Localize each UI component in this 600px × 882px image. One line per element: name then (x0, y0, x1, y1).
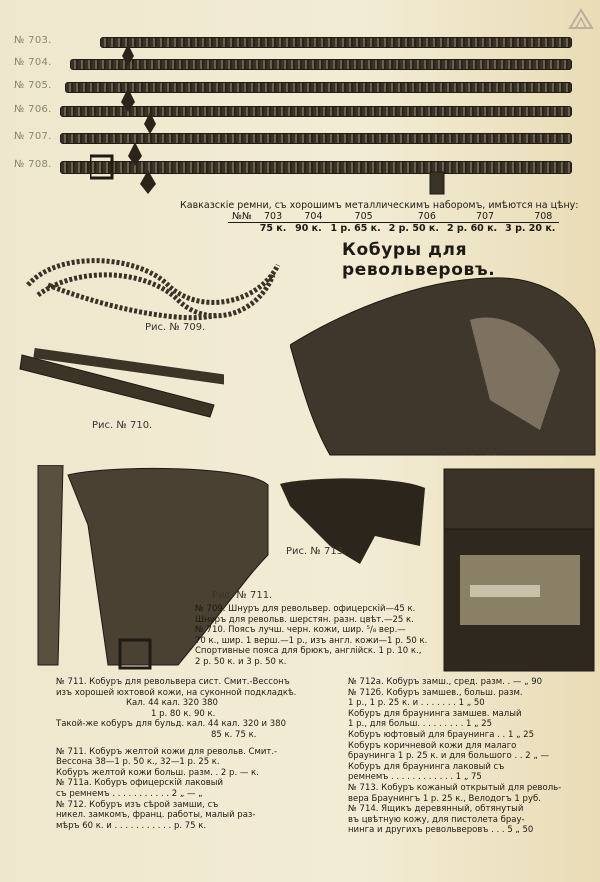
library-stamp-logo (566, 6, 596, 32)
belt-price-704: 90 к. (295, 223, 322, 234)
left-line-13: никел. замкомъ, франц. работы, малый раз- (56, 810, 256, 821)
belt-buckles-illustration (90, 30, 490, 200)
belt-price-705: 1 р. 65 к. (330, 223, 381, 234)
belt-number-707: № 707. (14, 131, 52, 142)
left-line-8: Вессона 38—1 р. 50 к., 32—1 р. 25 к. (56, 757, 220, 768)
right-price-column (348, 677, 596, 836)
belt-price-header-705: 705 (354, 211, 373, 222)
left-line-2: изъ хорошей юхтовой кожи, на суконной подкладкѣ. (56, 687, 297, 698)
right-line-15: нинга и другихъ револьверовъ . . . 5 „ 50 (348, 825, 534, 836)
left-price-column (56, 677, 336, 831)
left-line-3: Кал. 44 кал. 320 380 (126, 698, 218, 709)
belt-price-values-row (228, 223, 559, 235)
right-line-4: Кобуръ для браунинга замшев. малый (348, 708, 522, 719)
left-line-1: № 711. Кобуръ для револьвера сист. Смит.-Вессонъ (56, 677, 290, 687)
belt-number-703: № 703. (14, 35, 52, 46)
mid-line-6: 2 р. 50 к. и 3 р. 50 к. (195, 656, 287, 667)
belt-number-706: № 706. (14, 104, 52, 115)
right-line-11: № 713. Кобуръ кожаный открытый для револь- (348, 782, 562, 793)
right-line-10: ремнемъ . . . . . . . . . . . . 1 „ 75 (348, 772, 482, 783)
mid-line-2: Шнуръ для револьв. шерстян. разн. цвѣт.—25 к. (195, 614, 414, 625)
belt-number-704: № 704. (14, 57, 52, 68)
belt-price-table (228, 211, 559, 234)
left-line-6: 85 к. 75 к. (211, 729, 257, 740)
belts-caption: Кавказскіе ремни, съ хорошимъ металлическимъ наборомъ, имѣются на цѣну: (180, 200, 579, 211)
mid-line-1: № 709. Шнуръ для револьвер. офицерскій—45 к. (195, 604, 416, 614)
right-line-7: Кобуръ коричневой кожи для малаго (348, 740, 517, 751)
left-line-4: 1 р. 80 к. 90 к. (151, 708, 216, 719)
belt-price-706: 2 р. 50 к. (388, 223, 439, 234)
belt-number-708: № 708. (14, 159, 52, 170)
mid-line-3: № 710. Поясъ лучш. черн. кожи, шир. ⁵/₈ вер.— (195, 625, 406, 636)
holster-712-illustration (290, 270, 600, 460)
belt-price-707: 2 р. 60 к. (446, 223, 498, 234)
right-line-1: № 712а. Кобуръ замш., сред. разм. . — „ 90 (348, 677, 543, 687)
belt-price-header-row (228, 211, 559, 223)
right-line-5: 1 р., для больш. . . . . . . . . 1 „ 25 (348, 719, 493, 730)
mid-line-5: Спортивные пояса для брюкъ, англійск. 1 р. 10 к., (195, 646, 422, 657)
belt-price-header-706: 706 (417, 211, 436, 222)
right-line-14: въ цвѣтную кожу, для пистолета брау- (348, 814, 525, 825)
right-line-2: № 712б. Кобуръ замшев., больш. разм. (348, 687, 523, 698)
belt-number-705: № 705. (14, 80, 52, 91)
right-line-13: № 714. Ящикъ деревянный, обтянутый (348, 804, 524, 815)
fig-713-label: Рис. № 713. (286, 546, 347, 557)
right-line-9: Кобуръ для браунинга лаковый съ (348, 761, 505, 772)
right-line-12: вера Браунингъ 1 р. 25 к., Велодогъ 1 руб. (348, 793, 541, 804)
belt-price-header-708: 708 (534, 211, 553, 222)
left-line-12: № 712. Кобуръ изъ сѣрой замши, съ (56, 799, 219, 810)
belt-710-illustration (14, 345, 224, 420)
belt-price-header-703: 703 (263, 211, 283, 222)
left-line-14: мѣръ 60 к. и . . . . . . . . . . . р. 75 к. (56, 820, 207, 831)
mid-line-4: 70 к., шир. 1 верш.—1 р., изъ англ. кожи—1 р. 50 к. (195, 635, 428, 646)
right-line-3: 1 р., 1 р. 25 к. и . . . . . . . 1 „ 50 (348, 698, 485, 709)
fig-709-label: Рис. № 709. (145, 322, 206, 333)
fig-711-label: Рис. № 711. (212, 590, 273, 601)
left-line-7: № 711. Кобуръ желтой кожи для револьв. Смит.- (56, 746, 278, 757)
right-line-8: браунинга 1 р. 25 к. и для большого . . 2 „ — (348, 751, 549, 762)
mid-description-block (195, 604, 435, 668)
belt-price-708: 3 р. 20 к. (505, 223, 556, 234)
belt-price-header-704: 704 (304, 211, 323, 222)
fig-710-label: Рис. № 710. (92, 420, 153, 431)
right-line-6: Кобуръ юфтовый для браунинга . . 1 „ 25 (348, 729, 534, 740)
left-line-10: № 711а. Кобуръ офицерскій лаковый (56, 778, 224, 789)
belt-price-header-707: 707 (475, 211, 495, 222)
belt-price-703: 75 к. (259, 223, 287, 234)
section-heading: Кобуры для револьверовъ. (342, 240, 496, 280)
fig-712-label: Рис. № 712. (440, 447, 501, 458)
left-line-5: Такой-же кобуръ для бульд. кал. 44 кал. 320 и 380 (56, 719, 286, 730)
left-line-9: Кобуръ желтой кожи больш. разм. . 2 р. — к. (56, 767, 259, 778)
belt-price-header-label: №№ (232, 211, 252, 222)
left-line-11: съ ремнемъ . . . . . . . . . . . 2 „ — „ (56, 788, 203, 799)
pistol-case-714-illustration (440, 465, 600, 675)
